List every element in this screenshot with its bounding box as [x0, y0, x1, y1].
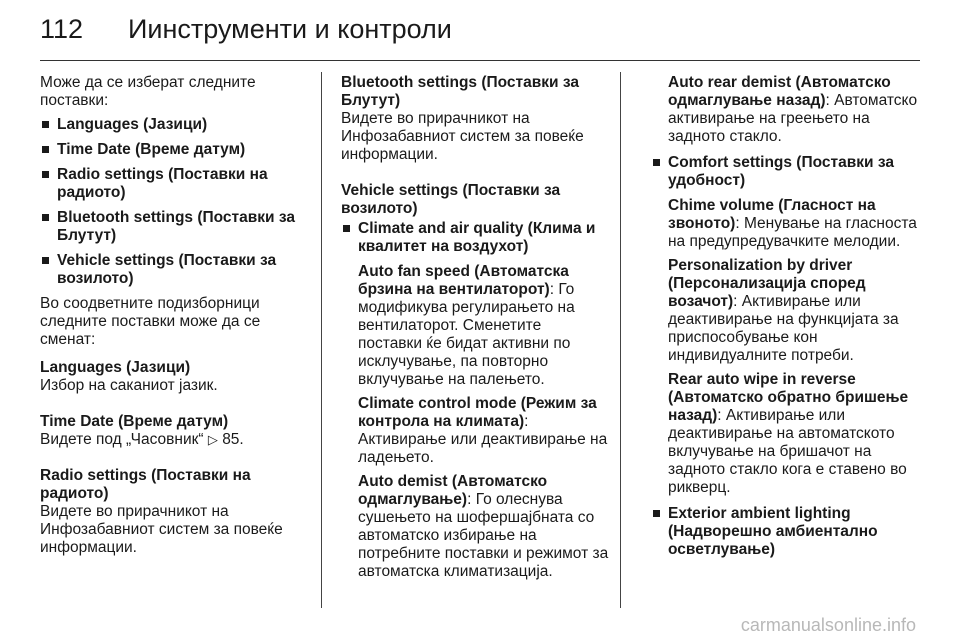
- header-divider: [40, 60, 920, 61]
- setting-item: Chime volume (Гласност на звонoто): Менување на гласноста на предупредувачките мелодии.: [668, 197, 917, 250]
- exterior-list: [651, 505, 926, 559]
- section-time-date: [40, 413, 310, 449]
- column-2: [341, 74, 609, 581]
- page-ref-link[interactable]: 85.: [222, 431, 244, 448]
- watermark: carmanualsonline.info: [740, 615, 916, 635]
- section-body: Видете под „Часовник“ ▷ 85.: [40, 431, 244, 448]
- page-header: [40, 14, 452, 54]
- section-body: Видете во прирачникот на Инфозабавниот систем за повеќе информации.: [40, 503, 283, 556]
- list-item: Comfort settings (Поставки за удобност): [651, 154, 926, 190]
- bullet-square-icon: [42, 214, 49, 221]
- section-title: Radio settings (Поставки на радиото): [40, 467, 251, 502]
- vehicle-list: [341, 220, 609, 256]
- list-item: Climate and air quality (Клима и квалитет на воздухот): [341, 220, 609, 256]
- settings-list: [40, 116, 310, 288]
- list-item: Exterior ambient lighting (Надворешно амбиентално осветлување): [651, 505, 926, 559]
- bullet-square-icon: [42, 146, 49, 153]
- section-languages: [40, 359, 310, 395]
- setting-item: Personalization by driver (Персонализација според возачот): Активирање или деактивирање на функцијата за приспособување кон индивидуалните потреби.: [668, 257, 899, 364]
- section-body: Видете во прирачникот на Инфозабавниот систем за повеќе информации.: [341, 110, 584, 163]
- setting-item: Auto demist (Автоматско одмаглување): Го олеснува сушењето на шофершајбната со автоматско избирање на потребните поставки и режимот за автоматска климатизација.: [358, 473, 609, 580]
- setting-item: Auto fan speed (Автоматска брзина на вентилаторот): Го модификува регулирањето на вентилаторот. Сменетите поставки ќе бидат активни по исклучување, па повторно вклучување на палењето.: [358, 263, 575, 388]
- comfort-list: [651, 154, 926, 190]
- bullet-square-icon: [653, 159, 660, 166]
- list-item: Radio settings (Поставки на радиото): [40, 166, 310, 202]
- list-item: Time Date (Време датум): [40, 141, 310, 159]
- page-title: Иинструменти и контроли: [128, 14, 452, 44]
- list-item: Vehicle settings (Поставки за возилото): [40, 252, 310, 288]
- section-title: Time Date (Време датум): [40, 413, 229, 430]
- setting-item: Auto rear demist (Автоматско одмаглување назад): Автоматско активирање на греењето на задното стакло.: [668, 74, 918, 145]
- climate-items: [341, 263, 609, 581]
- bullet-square-icon: [42, 171, 49, 178]
- section-radio: [40, 467, 310, 557]
- list-item: Bluetooth settings (Поставки за Блутут): [40, 209, 310, 245]
- submenu-text: Во соодветните подизборници следните поставки може да се сменат:: [40, 295, 261, 348]
- column-divider: [321, 72, 322, 608]
- setting-item: Climate control mode (Режим за контрола на климата): Активирање или деактивирање на ладењето.: [358, 395, 608, 466]
- bullet-square-icon: [42, 121, 49, 128]
- bullet-square-icon: [343, 225, 350, 232]
- section-body: Избор на саканиот јазик.: [40, 377, 218, 394]
- section-title: Languages (Јазици): [40, 359, 191, 376]
- bullet-square-icon: [42, 257, 49, 264]
- section-title: Vehicle settings (Поставки за возилото): [341, 182, 561, 217]
- page-ref-arrow-icon: ▷: [207, 432, 218, 447]
- bullet-square-icon: [653, 510, 660, 517]
- column-1: [40, 74, 310, 557]
- page-number: 112: [40, 14, 84, 44]
- section-title: Bluetooth settings (Поставки за Блутут): [341, 74, 579, 109]
- comfort-items: [651, 197, 926, 497]
- column-divider: [620, 72, 621, 608]
- rear-demist-item: [651, 74, 926, 146]
- setting-item: Rear auto wipe in reverse (Автоматско обратно бришење назад): Активирање или деактивирање на автоматското вклучување на бришачот на задното стакло кога е ставено во рикверц.: [668, 371, 909, 496]
- column-3: [651, 74, 926, 566]
- intro-text: Може да се изберат следните поставки:: [40, 74, 256, 109]
- list-item: Languages (Јазици): [40, 116, 310, 134]
